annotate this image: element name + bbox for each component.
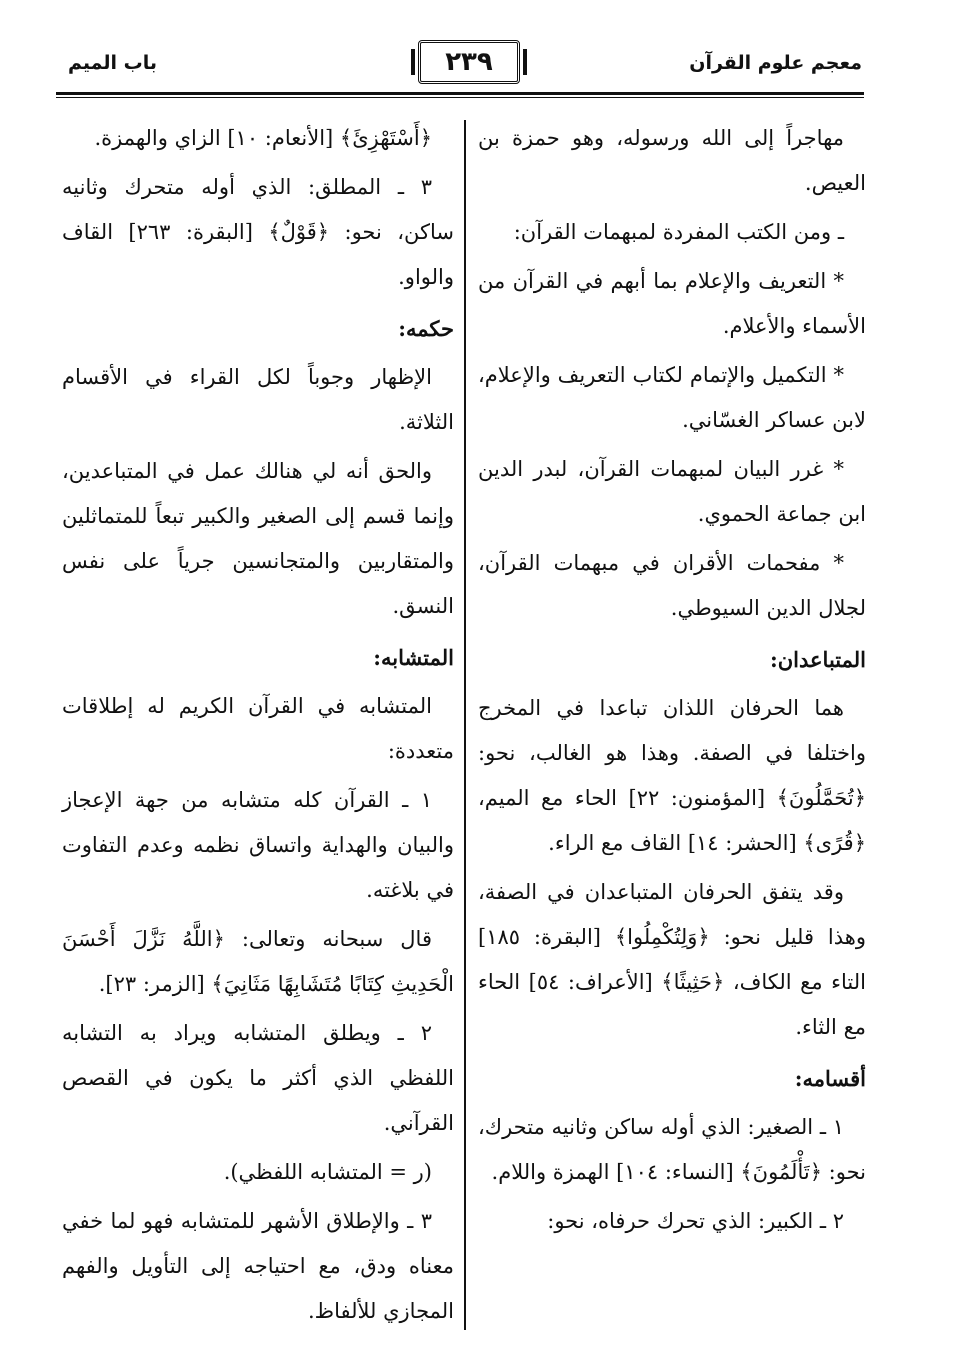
paragraph: الإظهار وجوباً لكل القراء في الأقسام الثلاثة.	[62, 365, 454, 434]
paragraph: ١ ـ الصغير: الذي أوله ساكن وثانيه متحرك، نحو: ﴿تَأْلَمُونَ﴾ [النساء: ١٠٤] الهمزة واللام.	[478, 1115, 866, 1184]
paragraph: ـ ومن الكتب المفردة لمبهمات القرآن:	[513, 220, 844, 244]
header-rule	[56, 92, 864, 95]
header-rule-thin	[56, 97, 864, 98]
chapter-title: باب الميم	[68, 52, 158, 74]
paragraph: (ر = المتشابه اللفظي).	[223, 1160, 432, 1184]
paragraph: ٢ ـ الكبير: الذي تحرك حرفاه، نحو:	[547, 1209, 844, 1233]
paragraph: ٣ ـ والإطلاق الأشهر للمتشابه فهو لما خفي معناه ودق، مع احتياجه إلى التأويل والفهم المجازي للألفاظ.	[62, 1209, 454, 1323]
section-heading: المتباعدان:	[769, 647, 866, 672]
bullet-paragraph: * التعريف والإعلام بما أبهم في القرآن من الأسماء والأعلام.	[478, 269, 866, 338]
left-column	[62, 116, 454, 1338]
book-title: معجم علوم القرآن	[689, 52, 862, 74]
paragraph: وقد يتفق الحرفان المتباعدان في الصفة، وهذا قليل نحو: ﴿وَلِتُكْمِلُوا﴾ [البقرة: ١٨٥] التاء مع الكاف، ﴿حَثِيثًا﴾ [الأعراف: ٥٤] الحاء مع الثاء.	[478, 880, 866, 1039]
paragraph: هما الحرفان اللذان تباعدا في المخرج واختلفا في الصفة. وهذا هو الغالب، نحو: ﴿تُحَمَّلُونَ﴾ [المؤمنون: ٢٢] الحاء مع الميم، ﴿قُرًى﴾ [الحشر: ١٤] القاف مع الراء.	[478, 696, 866, 855]
section-heading: أقسامه:	[794, 1066, 866, 1091]
page-number: ٢٣٩	[418, 40, 520, 84]
page-header	[56, 38, 864, 90]
paragraph: والحق أنه لي هنالك عمل في المتباعدين، وإنما قسم إلى الصغير والكبير تبعاً للمتماثلين والمتقاربين والمتجانسين جرياً على نفس النسق.	[62, 459, 454, 618]
section-heading: حكمه:	[398, 316, 454, 341]
bullet-paragraph: * غرر البيان لمبهمات القرآن، لبدر الدين ابن جماعة الحموي.	[478, 457, 866, 526]
paragraph: قال سبحانه وتعالى: ﴿اللَّهُ نَزَّلَ أَحْسَنَ الْحَدِيثِ كِتَابًا مُتَشَابِهًا مَثَانِيَ﴾ [الزمر: ٢٣].	[62, 927, 454, 996]
column-divider	[464, 120, 466, 1330]
bullet-paragraph: * التكميل والإتمام لكتاب التعريف والإعلام، لابن عساكر الغسّاني.	[478, 363, 866, 432]
paragraph: المتشابه في القرآن الكريم له إطلاقات متعددة:	[62, 694, 454, 763]
paragraph: مهاجراً إلى الله ورسوله، وهو حمزة بن العيص.	[478, 126, 866, 195]
section-heading: المتشابه:	[373, 645, 454, 670]
paragraph: ﴿أَسْتَهْزِئَ﴾ [الأنعام: ١٠] الزاي والهمزة.	[94, 126, 432, 150]
paragraph: ٣ ـ المطلق: الذي أوله متحرك وثانيه ساكن، نحو: ﴿قَوْلٌ﴾ [البقرة: ٢٦٣] القاف والواو.	[62, 175, 454, 289]
paragraph: ٢ ـ ويطلق المتشابه ويراد به التشابه اللفظي الذي أكثر ما يكون في القصص القرآني.	[62, 1021, 454, 1135]
right-column	[478, 116, 866, 1248]
bullet-paragraph: * مفحمات الأقران في مبهمات القرآن، لجلال الدين السيوطي.	[478, 551, 866, 620]
paragraph: ١ ـ القرآن كله متشابه من جهة الإعجاز والبيان والهداية واتساق نظمه وعدم التفاوت في بلاغته.	[62, 788, 454, 902]
